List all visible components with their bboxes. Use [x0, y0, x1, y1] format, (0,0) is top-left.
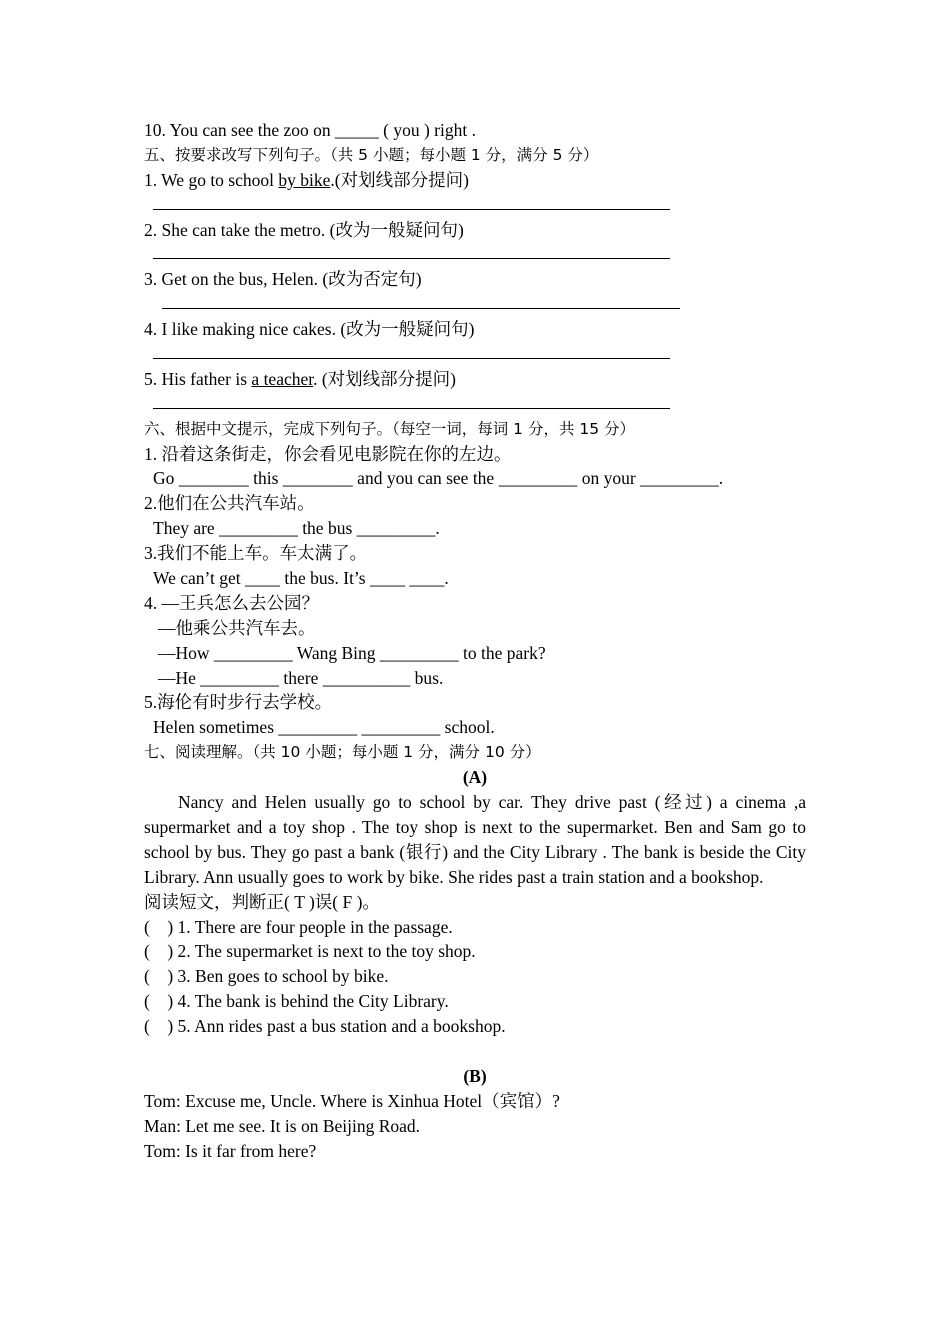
answer-line[interactable] — [144, 342, 806, 367]
s6-prompt-1: 1. 沿着这条街走，你会看见电影院在你的左边。 — [144, 443, 512, 464]
tf-item[interactable]: ( ) 5. Ann rides past a bus station and a bookshop. — [144, 1016, 506, 1037]
s6-answer-4b[interactable]: —He _________ there __________ bus. — [158, 667, 444, 688]
s6-prompt-3: 3.我们不能上车。车太满了。 — [144, 543, 368, 564]
s6-answer-5[interactable]: Helen sometimes _________ _________ school. — [153, 717, 495, 738]
s6-prompt-2: 2.他们在公共汽车站。 — [144, 493, 315, 514]
dialogue-line: Tom: Is it far from here? — [144, 1140, 317, 1161]
s5-item-1: 1. We go to school by bike.(对划线部分提问) — [144, 169, 469, 190]
worksheet-page — [144, 118, 806, 1163]
dialogue-line: Tom: Excuse me, Uncle. Where is Xinhua Hotel（宾馆）? — [144, 1090, 560, 1111]
s5-item-5: 5. His father is a teacher. (对划线部分提问) — [144, 368, 457, 389]
tf-item[interactable]: ( ) 2. The supermarket is next to the toy shop. — [144, 941, 476, 962]
section-6-title: 六、根据中文提示，完成下列句子。（每空一词，每词 1 分，共 15 分） — [144, 419, 636, 438]
question-10: 10. You can see the zoo on _____ ( you ) right . — [144, 120, 476, 140]
s6-prompt-4: 4. —王兵怎么去公园？ — [144, 592, 319, 613]
tf-instruction: 阅读短文，判断正( T )误( F )。 — [144, 891, 380, 912]
answer-line[interactable] — [144, 292, 806, 317]
s6-prompt-4b: —他乘公共汽车去。 — [158, 617, 316, 638]
s6-answer-3[interactable]: We can’t get ____ the bus. It’s ____ ____. — [153, 568, 449, 589]
s5-item-2: 2. She can take the metro. (改为一般疑问句) — [144, 219, 464, 240]
section-7-title: 七、阅读理解。（共 10 小题；每小题 1 分，满分 10 分） — [144, 743, 541, 762]
passage-a-text: Nancy and Helen usually go to school by car. They drive past (经过) a cinema ,a supermarket and a toy shop . The toy shop is next to the supermarket. Ben and Sam go to school by bus. They go past a bank (银行) and the City Library . The bank is beside the City Library. Ann usually goes to work by bike. She rides past a train station and a bookshop. — [144, 792, 806, 887]
passage-b-label: (B) — [463, 1065, 487, 1086]
s5-item-3: 3. Get on the bus, Helen. (改为否定句) — [144, 269, 422, 290]
section-5-title: 五、按要求改写下列句子。（共 5 小题；每小题 1 分，满分 5 分） — [144, 145, 599, 164]
tf-item[interactable]: ( ) 1. There are four people in the passage. — [144, 916, 453, 937]
s6-answer-1[interactable]: Go ________ this ________ and you can see the _________ on your _________. — [153, 468, 724, 489]
s5-item-4: 4. I like making nice cakes. (改为一般疑问句) — [144, 319, 475, 340]
answer-line[interactable] — [144, 193, 806, 218]
s6-answer-2[interactable]: They are _________ the bus _________. — [153, 518, 440, 539]
s6-answer-4a[interactable]: —How _________ Wang Bing _________ to the park? — [158, 642, 546, 663]
s6-prompt-5: 5.海伦有时步行去学校。 — [144, 692, 333, 713]
underlined-phrase: a teacher — [251, 368, 314, 389]
tf-item[interactable]: ( ) 4. The bank is behind the City Library. — [144, 991, 449, 1012]
passage-a-label: (A) — [462, 767, 488, 788]
dialogue-line: Man: Let me see. It is on Beijing Road. — [144, 1115, 421, 1136]
answer-line[interactable] — [144, 392, 806, 417]
tf-item[interactable]: ( ) 3. Ben goes to school by bike. — [144, 966, 389, 987]
underlined-phrase: by bike — [278, 169, 331, 190]
answer-line[interactable] — [144, 242, 806, 267]
